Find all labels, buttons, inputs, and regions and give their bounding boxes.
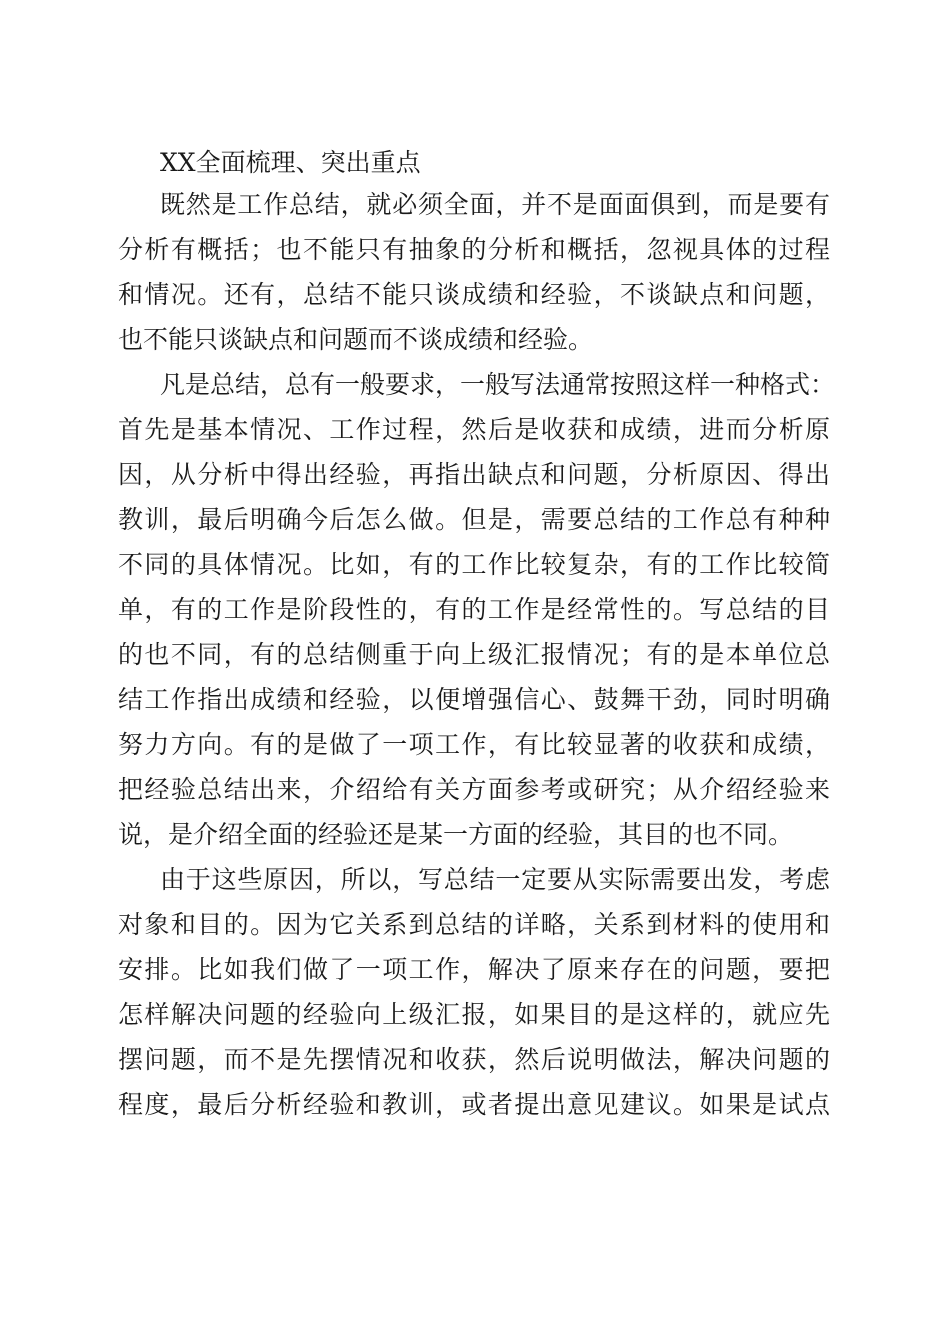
text-line: 对象和目的。因为它关系到总结的详略，关系到材料的使用和 xyxy=(118,910,830,939)
document-body xyxy=(118,144,836,1127)
text-line: 因，从分析中得出经验，再指出缺点和问题，分析原因、得出 xyxy=(118,460,830,489)
text-line: 结工作指出成绩和经验，以便增强信心、鼓舞干劲，同时明确 xyxy=(118,685,830,714)
text-line: 程度，最后分析经验和教训，或者提出意见建议。如果是试点 xyxy=(118,1090,830,1119)
text-line: 既然是工作总结，就必须全面，并不是面面俱到，而是要有 xyxy=(160,190,830,219)
text-line: 单，有的工作是阶段性的，有的工作是经常性的。写总结的目 xyxy=(118,595,830,624)
text-line: 摆问题，而不是先摆情况和收获，然后说明做法，解决问题的 xyxy=(118,1045,830,1074)
paragraph-3 xyxy=(118,857,830,1127)
text-line: 教训，最后明确今后怎么做。但是，需要总结的工作总有种种 xyxy=(118,505,830,534)
text-line: 安排。比如我们做了一项工作，解决了原来存在的问题，要把 xyxy=(118,955,830,984)
text-line: 由于这些原因，所以，写总结一定要从实际需要出发，考虑 xyxy=(160,865,830,894)
text-line: 不同的具体情况。比如，有的工作比较复杂，有的工作比较简 xyxy=(118,550,830,579)
text-line: 凡是总结，总有一般要求，一般写法通常按照这样一种格式： xyxy=(160,370,836,399)
section-heading: XX全面梳理、突出重点 xyxy=(160,148,421,177)
text-line: 怎样解决问题的经验向上级汇报，如果目的是这样的，就应先 xyxy=(118,1000,830,1029)
text-line: 努力方向。有的是做了一项工作，有比较显著的收获和成绩， xyxy=(118,730,830,759)
text-line: 分析有概括；也不能只有抽象的分析和概括，忽视具体的过程 xyxy=(118,235,830,264)
text-line: 和情况。还有，总结不能只谈成绩和经验，不谈缺点和问题， xyxy=(118,280,830,309)
text-line: 说，是介绍全面的经验还是某一方面的经验，其目的也不同。 xyxy=(118,820,794,849)
text-line: 把经验总结出来，介绍给有关方面参考或研究；从介绍经验来 xyxy=(118,775,830,804)
text-line: 的也不同，有的总结侧重于向上级汇报情况；有的是本单位总 xyxy=(118,640,830,669)
paragraph-1 xyxy=(118,182,830,362)
text-line: 首先是基本情况、工作过程，然后是收获和成绩，进而分析原 xyxy=(118,415,830,444)
paragraph-2 xyxy=(118,362,836,857)
text-line: 也不能只谈缺点和问题而不谈成绩和经验。 xyxy=(118,325,594,354)
